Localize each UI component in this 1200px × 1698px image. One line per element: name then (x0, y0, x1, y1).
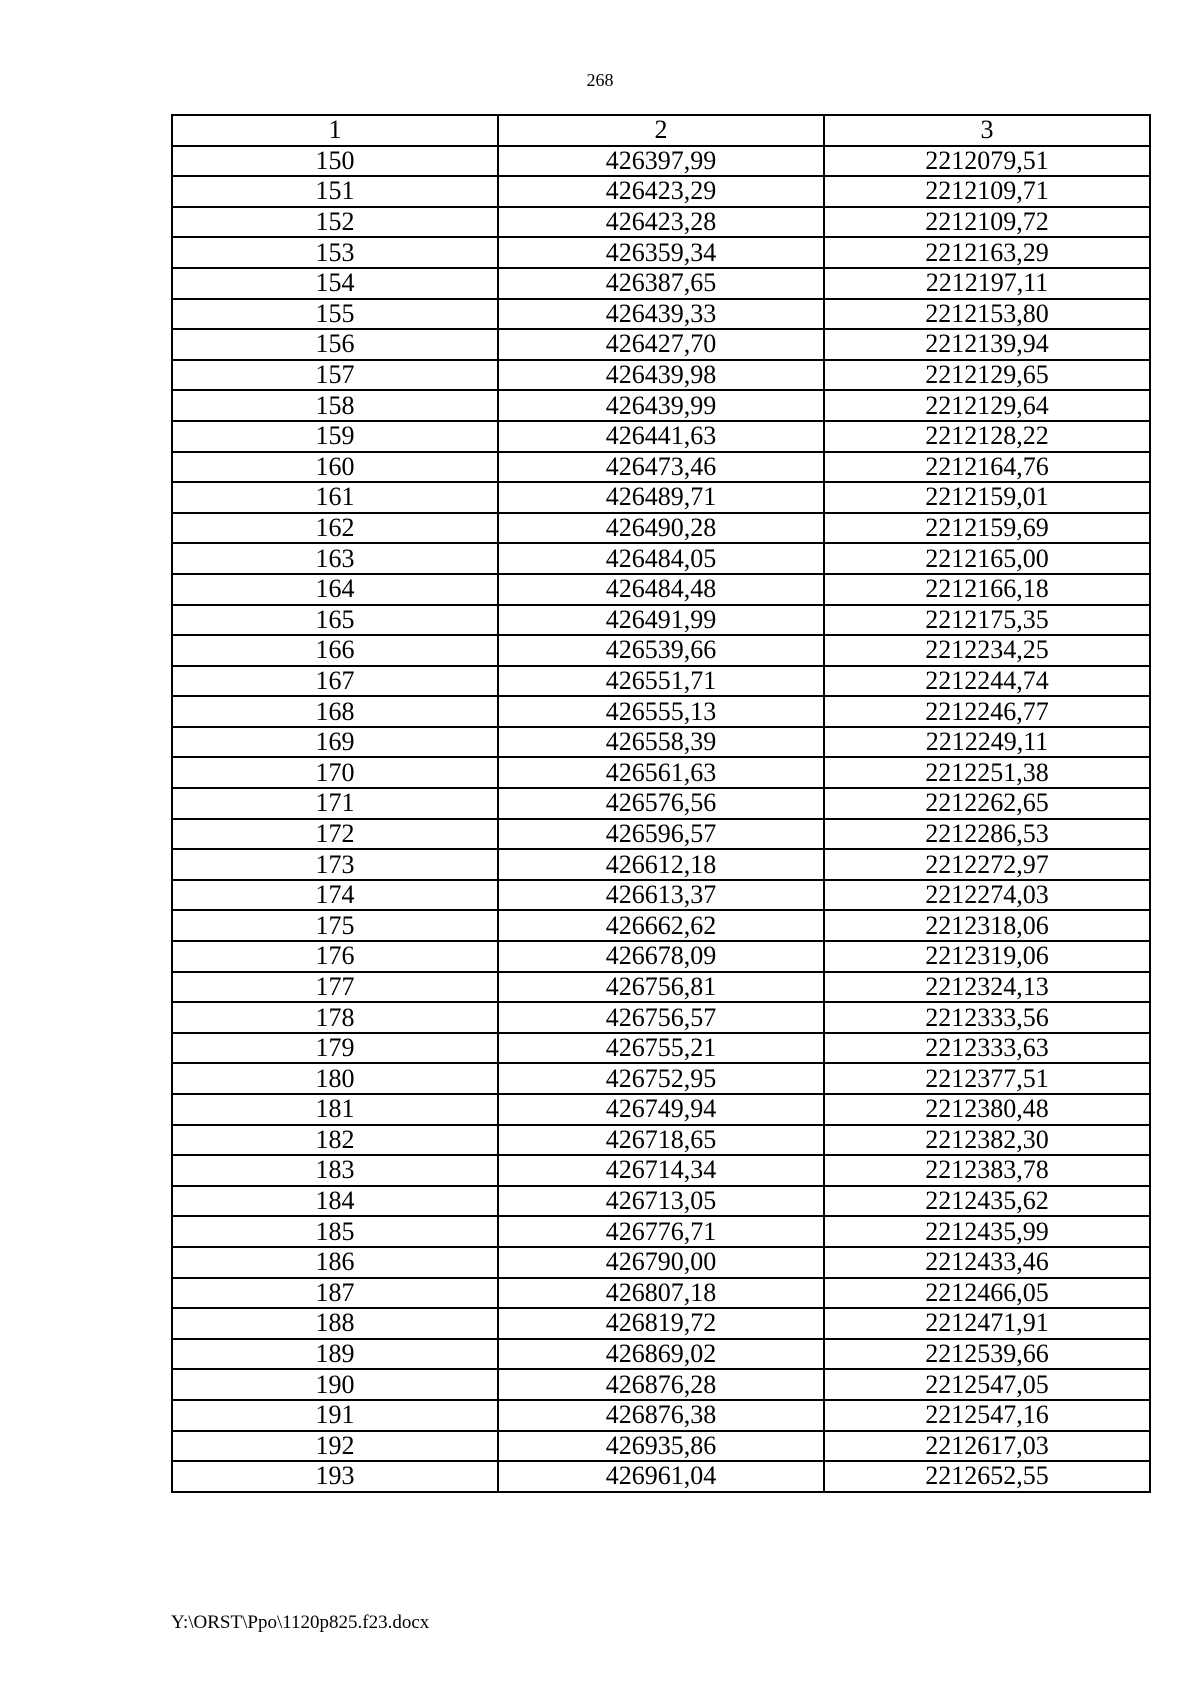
y-coordinate-cell: 2212547,05 (824, 1369, 1150, 1400)
x-coordinate-cell: 426490,28 (498, 513, 824, 544)
y-coordinate-cell: 2212159,69 (824, 513, 1150, 544)
point-number-cell: 168 (172, 696, 498, 727)
table-row (172, 360, 1150, 391)
point-number-cell: 160 (172, 452, 498, 483)
point-number-cell: 159 (172, 421, 498, 452)
y-coordinate-cell: 2212139,94 (824, 329, 1150, 360)
x-coordinate-cell: 426713,05 (498, 1186, 824, 1217)
point-number-cell: 172 (172, 819, 498, 850)
x-coordinate-cell: 426876,28 (498, 1369, 824, 1400)
y-coordinate-cell: 2212249,11 (824, 727, 1150, 758)
table-row (172, 1186, 1150, 1217)
y-coordinate-cell: 2212380,48 (824, 1094, 1150, 1125)
x-coordinate-cell: 426961,04 (498, 1461, 824, 1492)
point-number-cell: 156 (172, 329, 498, 360)
footer-file-path: Y:\ORST\Ppo\1120p825.f23.docx (171, 1612, 430, 1633)
point-number-cell: 154 (172, 268, 498, 299)
y-coordinate-cell: 2212433,46 (824, 1247, 1150, 1278)
x-coordinate-cell: 426752,95 (498, 1063, 824, 1094)
point-number-cell: 173 (172, 849, 498, 880)
x-coordinate-cell: 426662,62 (498, 910, 824, 941)
point-number-cell: 193 (172, 1461, 498, 1492)
page-number: 268 (586, 70, 614, 90)
y-coordinate-cell: 2212165,00 (824, 543, 1150, 574)
point-number-cell: 191 (172, 1400, 498, 1431)
x-coordinate-cell: 426491,99 (498, 605, 824, 636)
y-coordinate-cell: 2212466,05 (824, 1278, 1150, 1309)
y-coordinate-cell: 2212435,99 (824, 1216, 1150, 1247)
x-coordinate-cell: 426596,57 (498, 819, 824, 850)
point-number-cell: 157 (172, 360, 498, 391)
point-number-cell: 185 (172, 1216, 498, 1247)
y-coordinate-cell: 2212286,53 (824, 819, 1150, 850)
y-coordinate-cell: 2212109,71 (824, 176, 1150, 207)
table-row (172, 574, 1150, 605)
x-coordinate-cell: 426935,86 (498, 1431, 824, 1462)
point-number-cell: 190 (172, 1369, 498, 1400)
x-coordinate-cell: 426755,21 (498, 1033, 824, 1064)
table-row (172, 543, 1150, 574)
y-coordinate-cell: 2212251,38 (824, 757, 1150, 788)
x-coordinate-cell: 426439,33 (498, 299, 824, 330)
table-body (172, 146, 1150, 1492)
table-row (172, 1247, 1150, 1278)
point-number-cell: 177 (172, 972, 498, 1003)
y-coordinate-cell: 2212435,62 (824, 1186, 1150, 1217)
x-coordinate-cell: 426489,71 (498, 482, 824, 513)
y-coordinate-cell: 2212109,72 (824, 207, 1150, 238)
table-row (172, 1431, 1150, 1462)
table-header (172, 115, 1150, 146)
point-number-cell: 161 (172, 482, 498, 513)
point-number-cell: 184 (172, 1186, 498, 1217)
point-number-cell: 165 (172, 605, 498, 636)
y-coordinate-cell: 2212079,51 (824, 146, 1150, 177)
x-coordinate-cell: 426756,81 (498, 972, 824, 1003)
x-coordinate-cell: 426439,98 (498, 360, 824, 391)
point-number-cell: 178 (172, 1002, 498, 1033)
x-coordinate-cell: 426423,28 (498, 207, 824, 238)
y-coordinate-cell: 2212153,80 (824, 299, 1150, 330)
x-coordinate-cell: 426776,71 (498, 1216, 824, 1247)
y-coordinate-cell: 2212652,55 (824, 1461, 1150, 1492)
point-number-cell: 169 (172, 727, 498, 758)
x-coordinate-cell: 426427,70 (498, 329, 824, 360)
point-number-cell: 153 (172, 237, 498, 268)
table-row (172, 207, 1150, 238)
y-coordinate-cell: 2212617,03 (824, 1431, 1150, 1462)
table-row (172, 1308, 1150, 1339)
y-coordinate-cell: 2212128,22 (824, 421, 1150, 452)
table-row (172, 1461, 1150, 1492)
x-coordinate-cell: 426473,46 (498, 452, 824, 483)
x-coordinate-cell: 426359,34 (498, 237, 824, 268)
x-coordinate-cell: 426869,02 (498, 1339, 824, 1370)
table-header-row (172, 115, 1150, 146)
point-number-cell: 151 (172, 176, 498, 207)
point-number-cell: 187 (172, 1278, 498, 1309)
x-coordinate-cell: 426718,65 (498, 1125, 824, 1156)
table-row (172, 666, 1150, 697)
x-coordinate-cell: 426807,18 (498, 1278, 824, 1309)
point-number-cell: 150 (172, 146, 498, 177)
table-row (172, 146, 1150, 177)
table-row (172, 880, 1150, 911)
table-row (172, 727, 1150, 758)
table-row (172, 1063, 1150, 1094)
point-number-cell: 163 (172, 543, 498, 574)
header-cell-col1: 1 (172, 115, 498, 146)
table-row (172, 1216, 1150, 1247)
y-coordinate-cell: 2212262,65 (824, 788, 1150, 819)
table-row (172, 1002, 1150, 1033)
table-row (172, 390, 1150, 421)
point-number-cell: 183 (172, 1155, 498, 1186)
table-row (172, 1155, 1150, 1186)
point-number-cell: 180 (172, 1063, 498, 1094)
table-row (172, 910, 1150, 941)
x-coordinate-cell: 426790,00 (498, 1247, 824, 1278)
header-cell-col2: 2 (498, 115, 824, 146)
y-coordinate-cell: 2212377,51 (824, 1063, 1150, 1094)
table-row (172, 605, 1150, 636)
x-coordinate-cell: 426423,29 (498, 176, 824, 207)
table-row (172, 941, 1150, 972)
x-coordinate-cell: 426576,56 (498, 788, 824, 819)
point-number-cell: 179 (172, 1033, 498, 1064)
table-row (172, 849, 1150, 880)
point-number-cell: 181 (172, 1094, 498, 1125)
y-coordinate-cell: 2212164,76 (824, 452, 1150, 483)
point-number-cell: 155 (172, 299, 498, 330)
point-number-cell: 167 (172, 666, 498, 697)
y-coordinate-cell: 2212175,35 (824, 605, 1150, 636)
y-coordinate-cell: 2212129,64 (824, 390, 1150, 421)
y-coordinate-cell: 2212274,03 (824, 880, 1150, 911)
y-coordinate-cell: 2212547,16 (824, 1400, 1150, 1431)
y-coordinate-cell: 2212539,66 (824, 1339, 1150, 1370)
header-cell-col3: 3 (824, 115, 1150, 146)
table-row (172, 482, 1150, 513)
point-number-cell: 188 (172, 1308, 498, 1339)
table-row (172, 329, 1150, 360)
y-coordinate-cell: 2212244,74 (824, 666, 1150, 697)
table-row (172, 513, 1150, 544)
x-coordinate-cell: 426539,66 (498, 635, 824, 666)
y-coordinate-cell: 2212159,01 (824, 482, 1150, 513)
y-coordinate-cell: 2212234,25 (824, 635, 1150, 666)
table-row (172, 788, 1150, 819)
x-coordinate-cell: 426613,37 (498, 880, 824, 911)
x-coordinate-cell: 426819,72 (498, 1308, 824, 1339)
table-row (172, 299, 1150, 330)
table-row (172, 1400, 1150, 1431)
table-row (172, 1369, 1150, 1400)
point-number-cell: 152 (172, 207, 498, 238)
table-row (172, 635, 1150, 666)
x-coordinate-cell: 426612,18 (498, 849, 824, 880)
y-coordinate-cell: 2212318,06 (824, 910, 1150, 941)
table-row (172, 421, 1150, 452)
point-number-cell: 164 (172, 574, 498, 605)
x-coordinate-cell: 426551,71 (498, 666, 824, 697)
point-number-cell: 166 (172, 635, 498, 666)
x-coordinate-cell: 426561,63 (498, 757, 824, 788)
x-coordinate-cell: 426441,63 (498, 421, 824, 452)
x-coordinate-cell: 426678,09 (498, 941, 824, 972)
point-number-cell: 192 (172, 1431, 498, 1462)
y-coordinate-cell: 2212272,97 (824, 849, 1150, 880)
y-coordinate-cell: 2212163,29 (824, 237, 1150, 268)
coordinates-table (171, 114, 1151, 1493)
point-number-cell: 176 (172, 941, 498, 972)
x-coordinate-cell: 426397,99 (498, 146, 824, 177)
table-row (172, 1094, 1150, 1125)
table-row (172, 757, 1150, 788)
y-coordinate-cell: 2212382,30 (824, 1125, 1150, 1156)
x-coordinate-cell: 426484,05 (498, 543, 824, 574)
x-coordinate-cell: 426387,65 (498, 268, 824, 299)
point-number-cell: 186 (172, 1247, 498, 1278)
table-row (172, 819, 1150, 850)
table-row (172, 972, 1150, 1003)
point-number-cell: 182 (172, 1125, 498, 1156)
y-coordinate-cell: 2212129,65 (824, 360, 1150, 391)
x-coordinate-cell: 426876,38 (498, 1400, 824, 1431)
y-coordinate-cell: 2212333,56 (824, 1002, 1150, 1033)
point-number-cell: 174 (172, 880, 498, 911)
table-row (172, 1125, 1150, 1156)
point-number-cell: 171 (172, 788, 498, 819)
x-coordinate-cell: 426555,13 (498, 696, 824, 727)
point-number-cell: 175 (172, 910, 498, 941)
x-coordinate-cell: 426484,48 (498, 574, 824, 605)
y-coordinate-cell: 2212246,77 (824, 696, 1150, 727)
point-number-cell: 158 (172, 390, 498, 421)
table-row (172, 696, 1150, 727)
point-number-cell: 189 (172, 1339, 498, 1370)
point-number-cell: 170 (172, 757, 498, 788)
table-row (172, 452, 1150, 483)
y-coordinate-cell: 2212319,06 (824, 941, 1150, 972)
y-coordinate-cell: 2212471,91 (824, 1308, 1150, 1339)
y-coordinate-cell: 2212197,11 (824, 268, 1150, 299)
table-row (172, 237, 1150, 268)
x-coordinate-cell: 426439,99 (498, 390, 824, 421)
table-row (172, 1278, 1150, 1309)
y-coordinate-cell: 2212324,13 (824, 972, 1150, 1003)
y-coordinate-cell: 2212166,18 (824, 574, 1150, 605)
y-coordinate-cell: 2212383,78 (824, 1155, 1150, 1186)
table-row (172, 176, 1150, 207)
point-number-cell: 162 (172, 513, 498, 544)
table-row (172, 1033, 1150, 1064)
y-coordinate-cell: 2212333,63 (824, 1033, 1150, 1064)
table-row (172, 1339, 1150, 1370)
x-coordinate-cell: 426714,34 (498, 1155, 824, 1186)
x-coordinate-cell: 426558,39 (498, 727, 824, 758)
x-coordinate-cell: 426749,94 (498, 1094, 824, 1125)
table-row (172, 268, 1150, 299)
x-coordinate-cell: 426756,57 (498, 1002, 824, 1033)
